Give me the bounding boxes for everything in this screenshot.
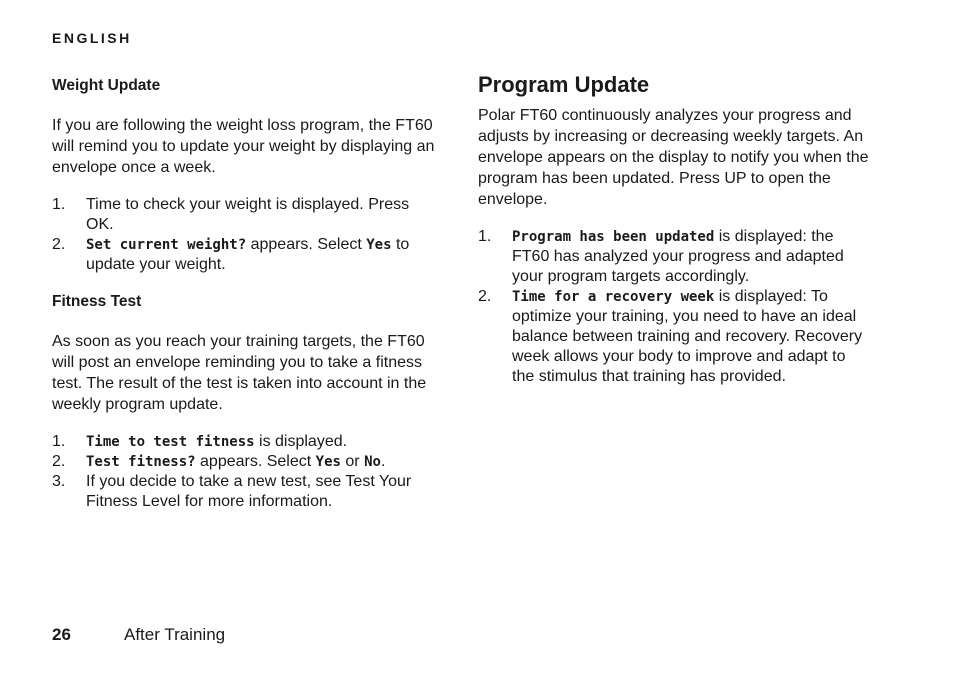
display-text: Yes [366, 237, 392, 253]
step-text: appears. Select [246, 236, 367, 253]
step-text: to update your weight. [86, 236, 410, 273]
step-text: is displayed: the FT60 has analyzed your progress and adapted your program targets accordingly. [512, 228, 844, 285]
step-text: . [380, 453, 386, 470]
display-text: No [364, 454, 381, 470]
step-number: 1. [52, 433, 66, 450]
weight-update-steps [52, 195, 437, 275]
display-text: Time to test fitness [86, 434, 255, 450]
list-item [52, 472, 437, 512]
step-text: or [340, 453, 365, 470]
display-text: Yes [315, 454, 341, 470]
display-text: Set current weight? [86, 237, 247, 253]
display-text: Time for a recovery week [512, 289, 715, 305]
section-title: After Training [124, 625, 226, 644]
fitness-test-intro: As soon as you reach your training targets, the FT60 will post an envelope reminding you to take a fitness test. The result of the test is taken into account in the weekly program update. [52, 333, 427, 413]
list-item [52, 452, 437, 472]
list-item [52, 432, 437, 452]
step-text: is displayed. [254, 433, 348, 450]
weight-update-heading: Weight Update [52, 77, 161, 94]
fitness-test-heading: Fitness Test [52, 293, 142, 310]
step-number: 2. [52, 453, 66, 470]
step-text: If you decide to take a new test, see Test Your Fitness Level for more information. [86, 473, 412, 510]
display-text: Program has been updated [512, 229, 715, 245]
step-text: is displayed: To optimize your training, you need to have an ideal balance between training and recovery. Recovery week allows your body to improve and adapt to the stimulus that training has provided. [512, 288, 863, 385]
weight-update-intro: If you are following the weight loss program, the FT60 will remind you to update your weight by displaying an envelope once a week. [52, 117, 435, 176]
list-item [478, 287, 870, 387]
step-text: Time to check your weight is displayed. Press OK. [86, 196, 410, 233]
left-column [52, 70, 437, 512]
right-column [478, 70, 870, 387]
program-update-heading: Program Update [478, 72, 650, 97]
program-update-intro: Polar FT60 continuously analyzes your progress and adjusts by increasing or decreasing weekly targets. An envelope appears on the display to notify you when the program has been updated. Press UP to open the envelope. [478, 107, 869, 208]
step-number: 2. [52, 236, 66, 253]
fitness-test-steps [52, 432, 437, 512]
list-item [478, 227, 870, 287]
step-number: 1. [478, 228, 492, 245]
page-number: 26 [52, 625, 71, 644]
step-number: 2. [478, 288, 492, 305]
language-label: ENGLISH [52, 30, 132, 46]
program-update-steps [478, 227, 870, 387]
list-item [52, 235, 437, 275]
list-item [52, 195, 437, 235]
step-number: 1. [52, 196, 66, 213]
display-text: Test fitness? [86, 454, 196, 470]
step-number: 3. [52, 473, 66, 490]
step-text: appears. Select [195, 453, 316, 470]
